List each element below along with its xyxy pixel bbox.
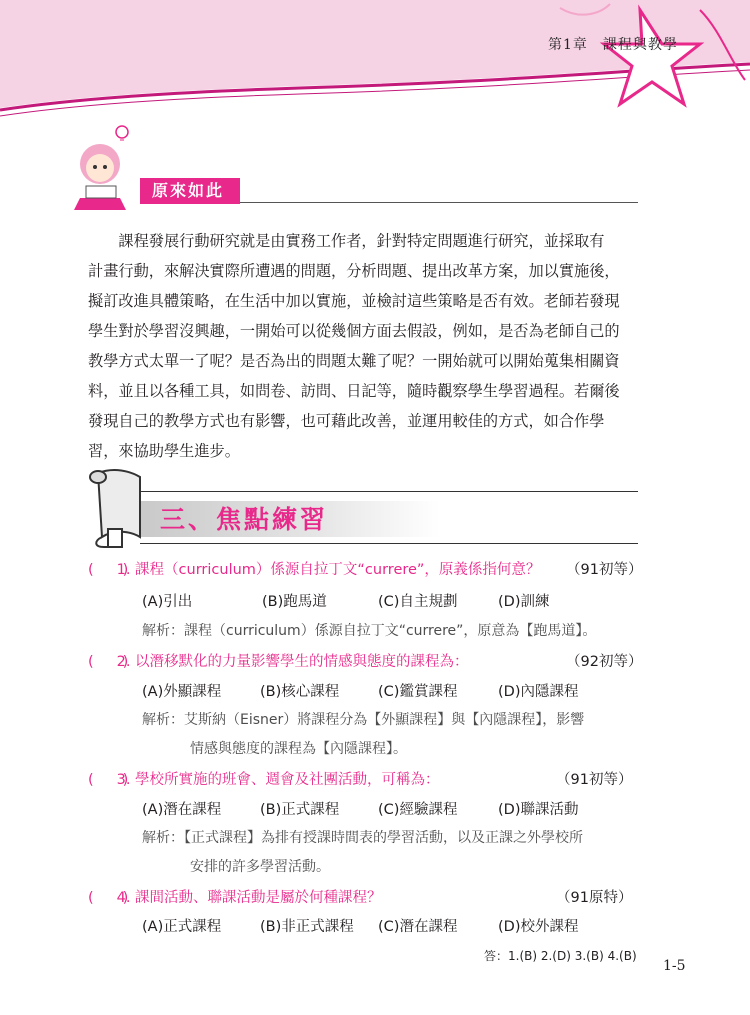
question-source: （91初等）: [566, 562, 643, 578]
body-line: 習，來協助學生進步。: [88, 442, 240, 460]
option-d: (D)內隱課程: [498, 684, 579, 700]
body-line: 學生對於學習沒興趣，一開始可以從幾個方面去假設，例如，是否為老師自己的: [88, 322, 620, 340]
question-text: 2. 以潛移默化的力量影響學生的情感與態度的課程為：: [116, 654, 469, 670]
question-text: 3. 學校所實施的班會、週會及社團活動，可稱為：: [116, 772, 440, 788]
answer-blank[interactable]: ( ): [88, 772, 129, 788]
body-paragraph: [88, 226, 648, 466]
question-source: （91初等）: [556, 772, 633, 788]
heading-divider: [240, 202, 638, 203]
question-4: [88, 886, 382, 907]
explanation: 解析：【正式課程】為排有授課時間表的學習活動，以及正課之外學校所: [142, 830, 583, 846]
chapter-header: 第1章 課程與教學: [548, 37, 678, 53]
body-line: 發現自己的教學方式也有影響，也可藉此改善，並運用較佳的方式，如合作學: [88, 412, 605, 430]
body-line: 計畫行動，來解決實際所遭遇的問題，分析問題、提出改革方案，加以實施後，: [88, 262, 620, 280]
answer-blank[interactable]: ( ): [88, 562, 129, 578]
answer-blank[interactable]: ( ): [88, 654, 129, 670]
body-line: 擬訂改進具體策略，在生活中加以實施，並檢討這些策略是否有效。老師若發現: [88, 292, 620, 310]
question-1: [88, 558, 540, 579]
option-b: (B)跑馬道: [262, 594, 327, 610]
option-d: (D)訓練: [498, 594, 550, 610]
body-line: 教學方式太單一了呢？是否為出的問題太難了呢？一開始就可以開始蒐集相關資: [88, 352, 620, 370]
option-a: (A)正式課程: [142, 919, 222, 935]
question-3: [88, 768, 440, 789]
section-heading-yuanlai: 原來如此: [140, 178, 240, 204]
option-a: (A)外顯課程: [142, 684, 222, 700]
body-line: 課程發展行動研究就是由實務工作者，針對特定問題進行研究，並採取有: [88, 232, 605, 250]
option-c: (C)經驗課程: [378, 802, 458, 818]
explanation: 解析：艾斯納（Eisner）將課程分為【外顯課程】與【內隱課程】，影響: [142, 712, 585, 728]
title-rule-bottom: [140, 543, 638, 544]
question-source: （91原特）: [556, 890, 633, 906]
option-a: (A)潛在課程: [142, 802, 222, 818]
option-b: (B)正式課程: [260, 802, 340, 818]
option-c: (C)自主規劃: [378, 594, 458, 610]
scroll-icon: [84, 467, 146, 549]
body-line: 料，並且以各種工具，如問卷、訪問、日記等，隨時觀察學生學習過程。若爾後: [88, 382, 620, 400]
explanation-cont: 情感與態度的課程為【內隱課程】。: [190, 741, 407, 757]
header-decoration: [0, 0, 750, 118]
answer-blank[interactable]: ( ): [88, 890, 129, 906]
explanation-cont: 安排的許多學習活動。: [190, 859, 330, 875]
answer-key: 答：1.(B) 2.(D) 3.(B) 4.(B): [484, 949, 637, 963]
option-c: (C)潛在課程: [378, 919, 458, 935]
question-text: 1. 課程（curriculum）係源自拉丁文“currere”，原義係指何意？: [116, 562, 541, 578]
option-d: (D)校外課程: [498, 919, 579, 935]
option-b: (B)非正式課程: [260, 919, 354, 935]
option-d: (D)聯課活動: [498, 802, 579, 818]
question-text: 4. 課間活動、聯課活動是屬於何種課程？: [116, 890, 382, 906]
option-a: (A)引出: [142, 594, 193, 610]
option-c: (C)鑑賞課程: [378, 684, 458, 700]
option-b: (B)核心課程: [260, 684, 340, 700]
page-number: 1-5: [663, 958, 686, 974]
explanation: 解析：課程（curriculum）係源自拉丁文“currere”，原意為【跑馬道】。: [142, 623, 597, 639]
question-2: [88, 650, 469, 671]
section-title: 三、焦點練習: [160, 505, 329, 534]
question-source: （92初等）: [566, 654, 643, 670]
title-rule-top: [140, 491, 638, 492]
